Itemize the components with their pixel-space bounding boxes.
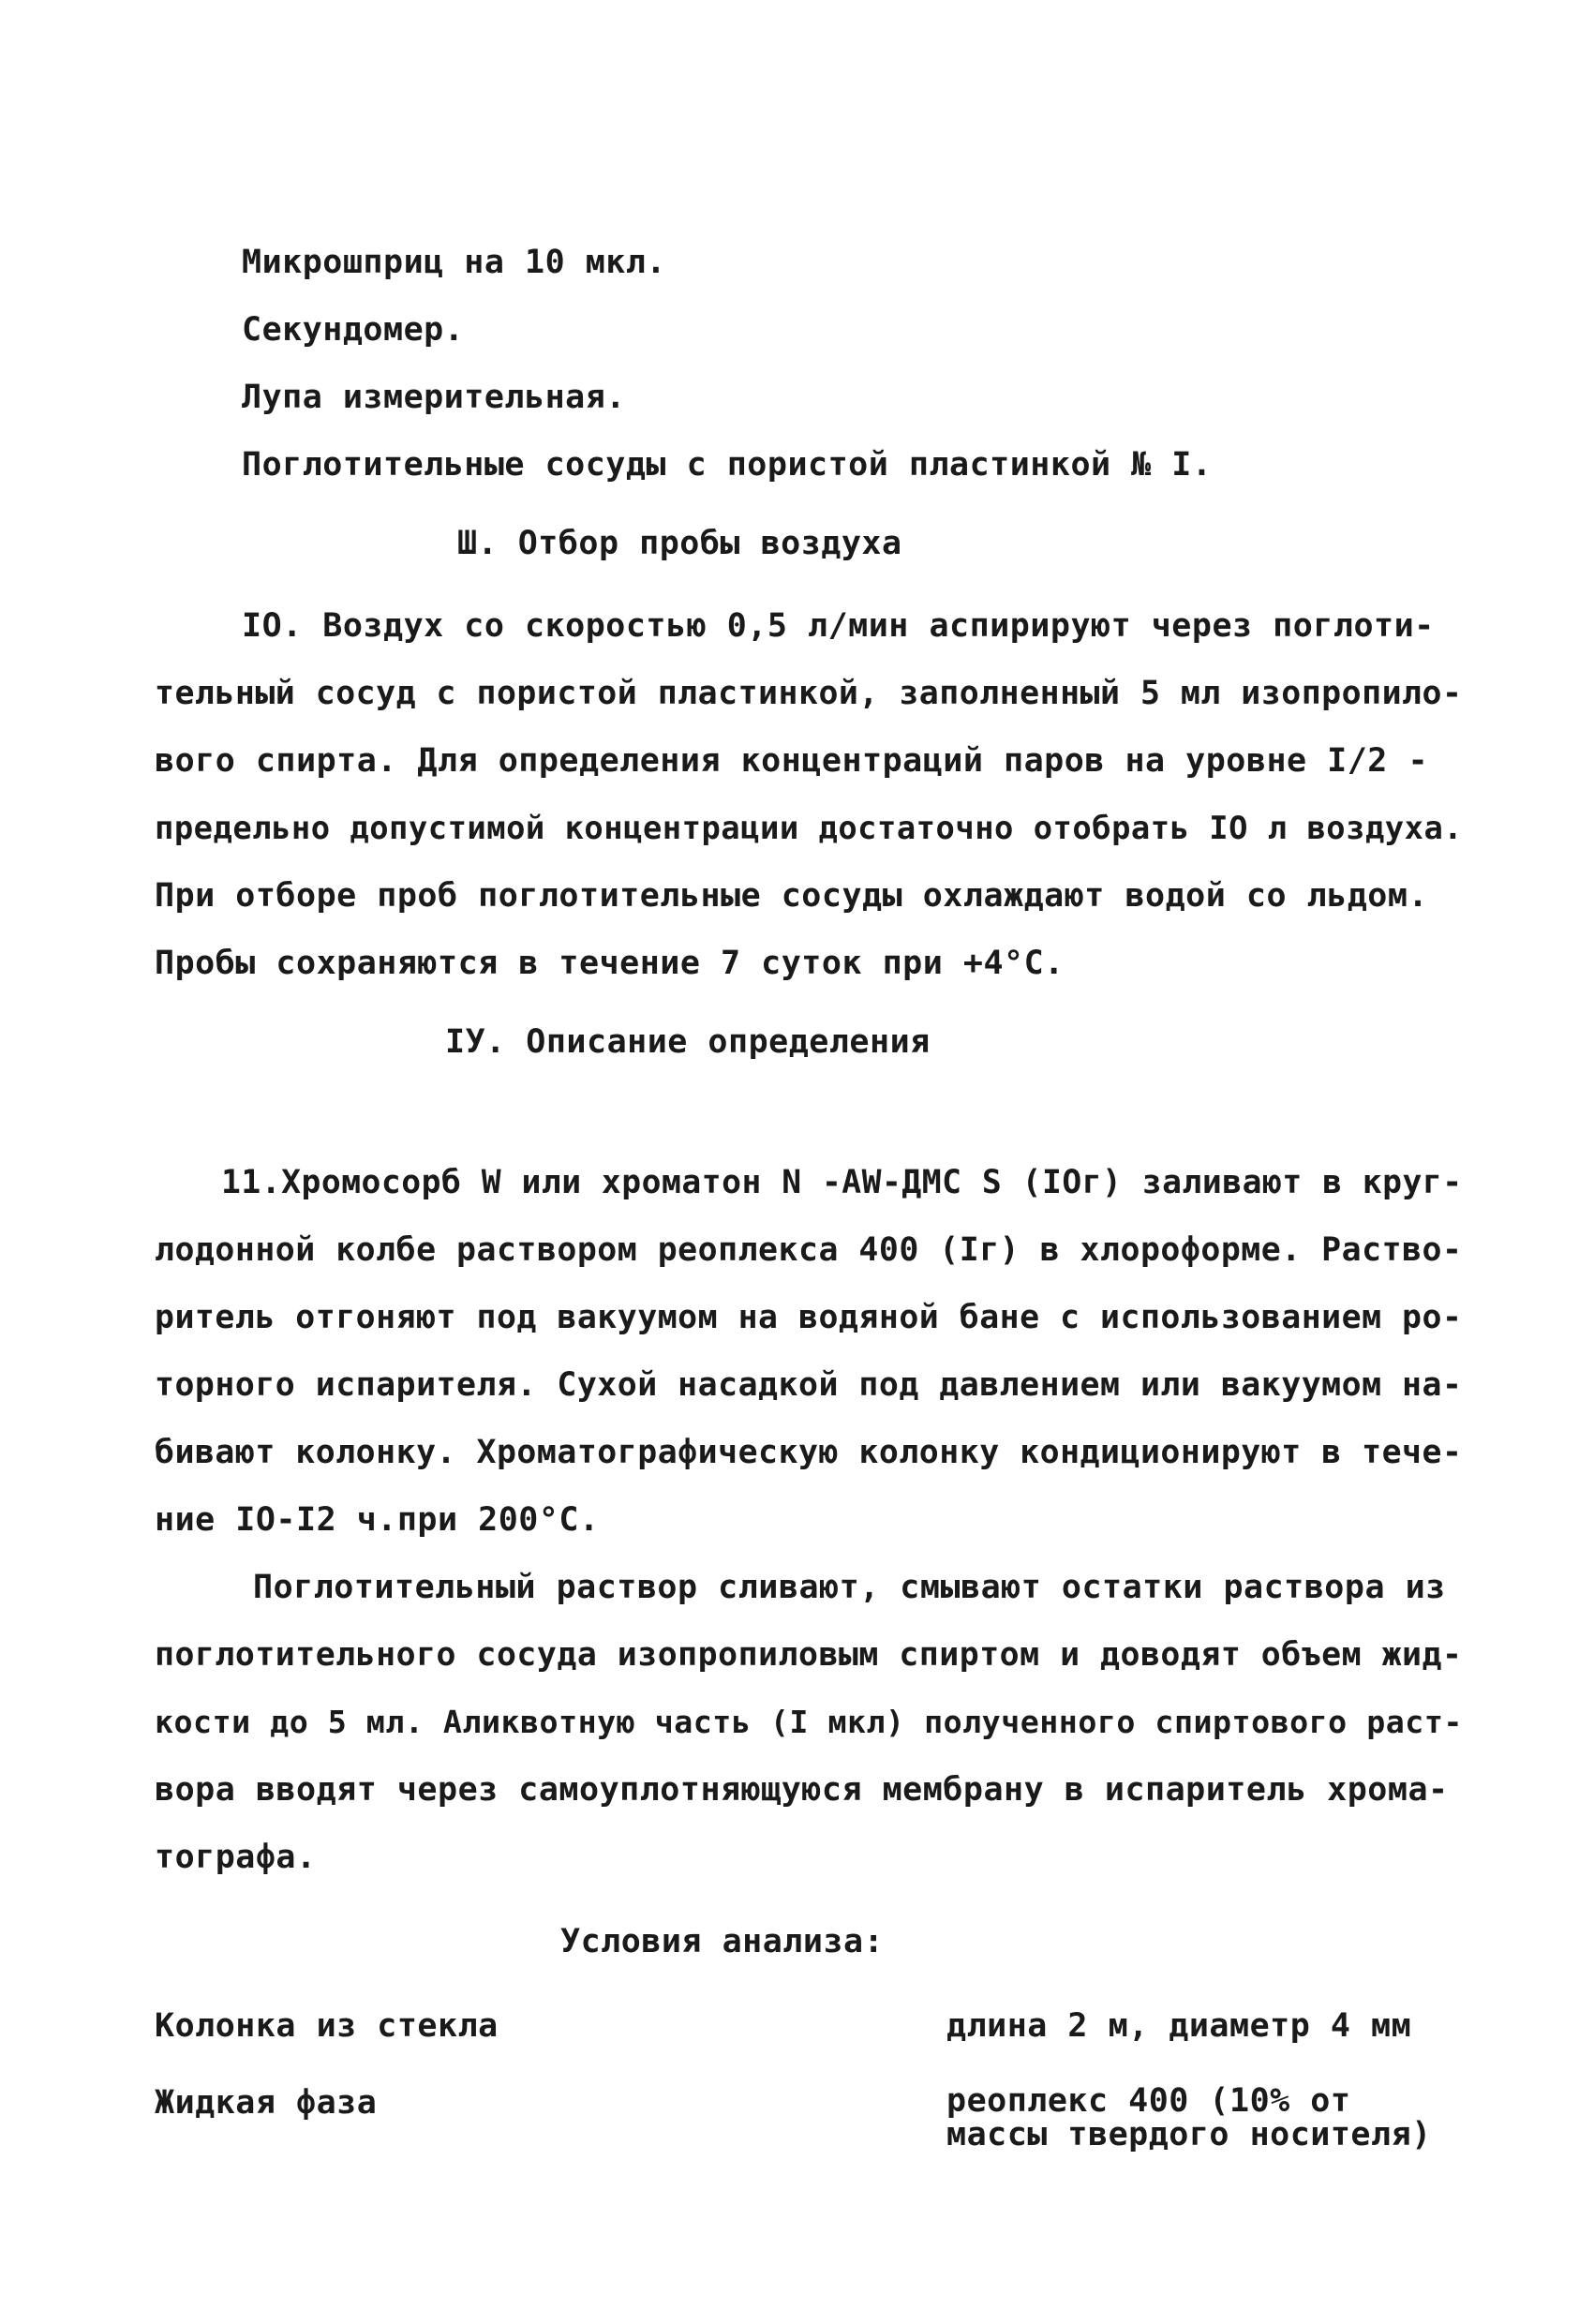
paragraph-line: При отборе проб поглотительные сосуды охлаждают водой со льдом. (155, 877, 1429, 915)
paragraph-line: вора вводят через самоуплотняющуюся мембрану в испаритель хрома- (155, 1771, 1449, 1809)
paragraph-line: ритель отгоняют под вакуумом на водяной бане с использованием ро- (155, 1299, 1463, 1336)
paragraph-line: кости до 5 мл. Аликвотную часть (I мкл) полученного спиртового раст- (155, 1704, 1463, 1740)
equipment-item: Микрошприц на 10 мкл. (242, 244, 667, 281)
paragraph-line: IO. Воздух со скоростью 0,5 л/мин аспирируют через поглоти- (242, 607, 1435, 645)
condition-value (946, 2005, 1411, 2047)
paragraph-line: предельно допустимой концентрации достаточно отобрать IO л воздуха. (155, 810, 1464, 846)
condition-label: Колонка из стекла (155, 2007, 499, 2045)
equipment-item: Поглотительные сосуды с пористой пластинкой № I. (242, 446, 1213, 484)
equipment-item: Секундомер. (242, 311, 465, 349)
section-heading: IУ. Описание определения (445, 1023, 931, 1061)
condition-value-line: длина 2 м, диаметр 4 мм (946, 2007, 1412, 2045)
paragraph-line: бивают колонку. Хроматографическую колонку кондиционируют в тече- (155, 1434, 1463, 1471)
paragraph-line: Пробы сохраняются в течение 7 суток при +4°С. (155, 945, 1065, 982)
paragraph-line: Поглотительный раствор сливают, смывают остатки раствора из (253, 1569, 1446, 1606)
paragraph-line: торного испарителя. Сухой насадкой под давлением или вакуумом на- (155, 1366, 1463, 1404)
paragraph-line: вого спирта. Для определения концентраций паров на уровне I/2 - (155, 742, 1429, 780)
condition-value-line: реоплекс 400 (10% от (946, 2082, 1351, 2120)
paragraph-line: тельный сосуд с пористой пластинкой, заполненный 5 мл изопропило- (155, 675, 1463, 712)
paragraph-line: поглотительного сосуда изопропиловым спиртом и доводят объем жид- (155, 1636, 1463, 1674)
conditions-heading: Условия анализа: (560, 1923, 885, 1960)
condition-value (946, 2084, 1432, 2152)
paragraph-line: тографа. (155, 1839, 317, 1876)
equipment-item: Лупа измерительная. (242, 379, 626, 416)
paragraph-line: лодонной колбе раствором реоплекса 400 (Iг) в хлороформе. Раство- (155, 1231, 1463, 1269)
paragraph-line: 11.Хромосорб W или хроматон N -AW-ДМС S (IOг) заливают в круг- (221, 1164, 1463, 1201)
paragraph-line: ние IO-I2 ч.при 200°С. (155, 1501, 600, 1539)
condition-value-line: массы твердого носителя) (946, 2116, 1432, 2153)
condition-label: Жидкая фаза (155, 2084, 378, 2122)
section-heading: Ш. Отбор пробы воздуха (457, 525, 902, 562)
